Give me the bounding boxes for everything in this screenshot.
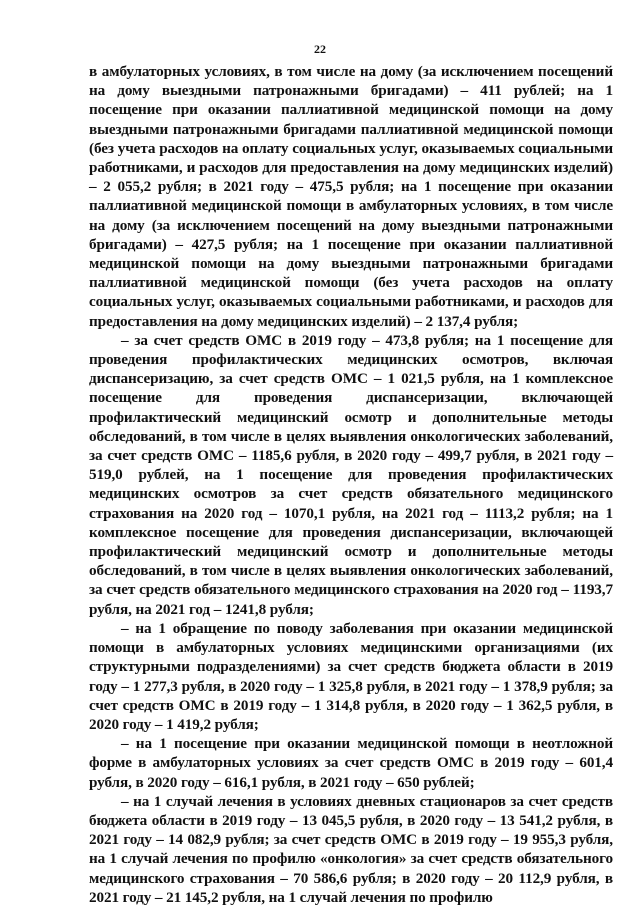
- document-body: [89, 62, 613, 907]
- paragraph-3: – на 1 обращение по поводу заболевания при оказании медицинской помощи в амбулаторных условиях медицинскими организациями (их структурными подразделениями) за счет средств бюджета области в 2019 году – 1 277,3 рубля, в 2020 году – 1 325,8 рубля, в 2021 году – 1 378,9 рубля; за счет средств ОМС в 2019 году – 1 314,8 рубля, в 2020 году – 1 362,5 рубля, в 2020 году – 1 419,2 рубля;: [89, 619, 613, 733]
- paragraph-1: в амбулаторных условиях, в том числе на дому (за исключением посещений на дому выездными патронажными бригадами) – 411 рублей; на 1 посещение при оказании паллиативной медицинской помощи на дому выездными патронажными бригадами паллиативной медицинской помощи (без учета расходов на оплату социальных услуг, оказываемых социальными работниками, и расходов для предоставления на дому медицинских изделий) – 2 055,2 рубля; в 2021 году – 475,5 рубля; на 1 посещение при оказании паллиативной медицинской помощи в амбулаторных условиях, в том числе на дому (за исключением посещений на дому выездными патронажными бригадами) – 427,5 рубля; на 1 посещение при оказании паллиативной медицинской помощи на дому выездными патронажными бригадами паллиативной медицинской помощи (без учета расходов на оплату социальных услуг, оказываемых социальными работниками, и расходов для предоставления на дому медицинских изделий) – 2 137,4 рубля;: [89, 63, 613, 330]
- paragraph-2: – за счет средств ОМС в 2019 году – 473,8 рубля; на 1 посещение для проведения профилактических медицинских осмотров, включая диспансеризацию, за счет средств ОМС – 1 021,5 рубля, на 1 комплексное посещение для проведения диспансеризации, включающей профилактический медицинский осмотр и дополнительные методы обследований, в том числе в целях выявления онкологических заболеваний, за счет средств ОМС – 1185,6 рубля, в 2020 году – 499,7 рубля, в 2021 году – 519,0 рублей, на 1 посещение для проведения профилактических медицинских осмотров за счет средств обязательного медицинского страхования на 2020 год – 1070,1 рубля, на 2021 год – 1113,2 рубля; на 1 комплексное посещение для проведения диспансеризации, включающей профилактический медицинский осмотр и дополнительные методы обследований, в том числе в целях выявления онкологических заболеваний, за счет средств обязательного медицинского страхования на 2020 год – 1193,7 рубля, на 2021 год – 1241,8 рубля;: [89, 331, 613, 618]
- page-number: 22: [314, 42, 326, 56]
- paragraph-5: – на 1 случай лечения в условиях дневных стационаров за счет средств бюджета области в 2019 году – 13 045,5 рубля, в 2020 году – 13 541,2 рубля, в 2021 году – 14 082,9 рубля; за счет средств ОМС в 2019 году – 19 955,3 рубля, на 1 случай лечения по профилю «онкология» за счет средств обязательного медицинского страхования – 70 586,6 рубля; в 2020 году – 20 112,9 рубля, в 2021 году – 21 145,2 рубля, на 1 случай лечения по профилю: [89, 792, 613, 906]
- paragraph-4: – на 1 посещение при оказании медицинской помощи в неотложной форме в амбулаторных условиях за счет средств ОМС в 2019 году – 601,4 рубля, в 2020 году – 616,1 рубля, в 2021 году – 650 рублей;: [89, 735, 613, 791]
